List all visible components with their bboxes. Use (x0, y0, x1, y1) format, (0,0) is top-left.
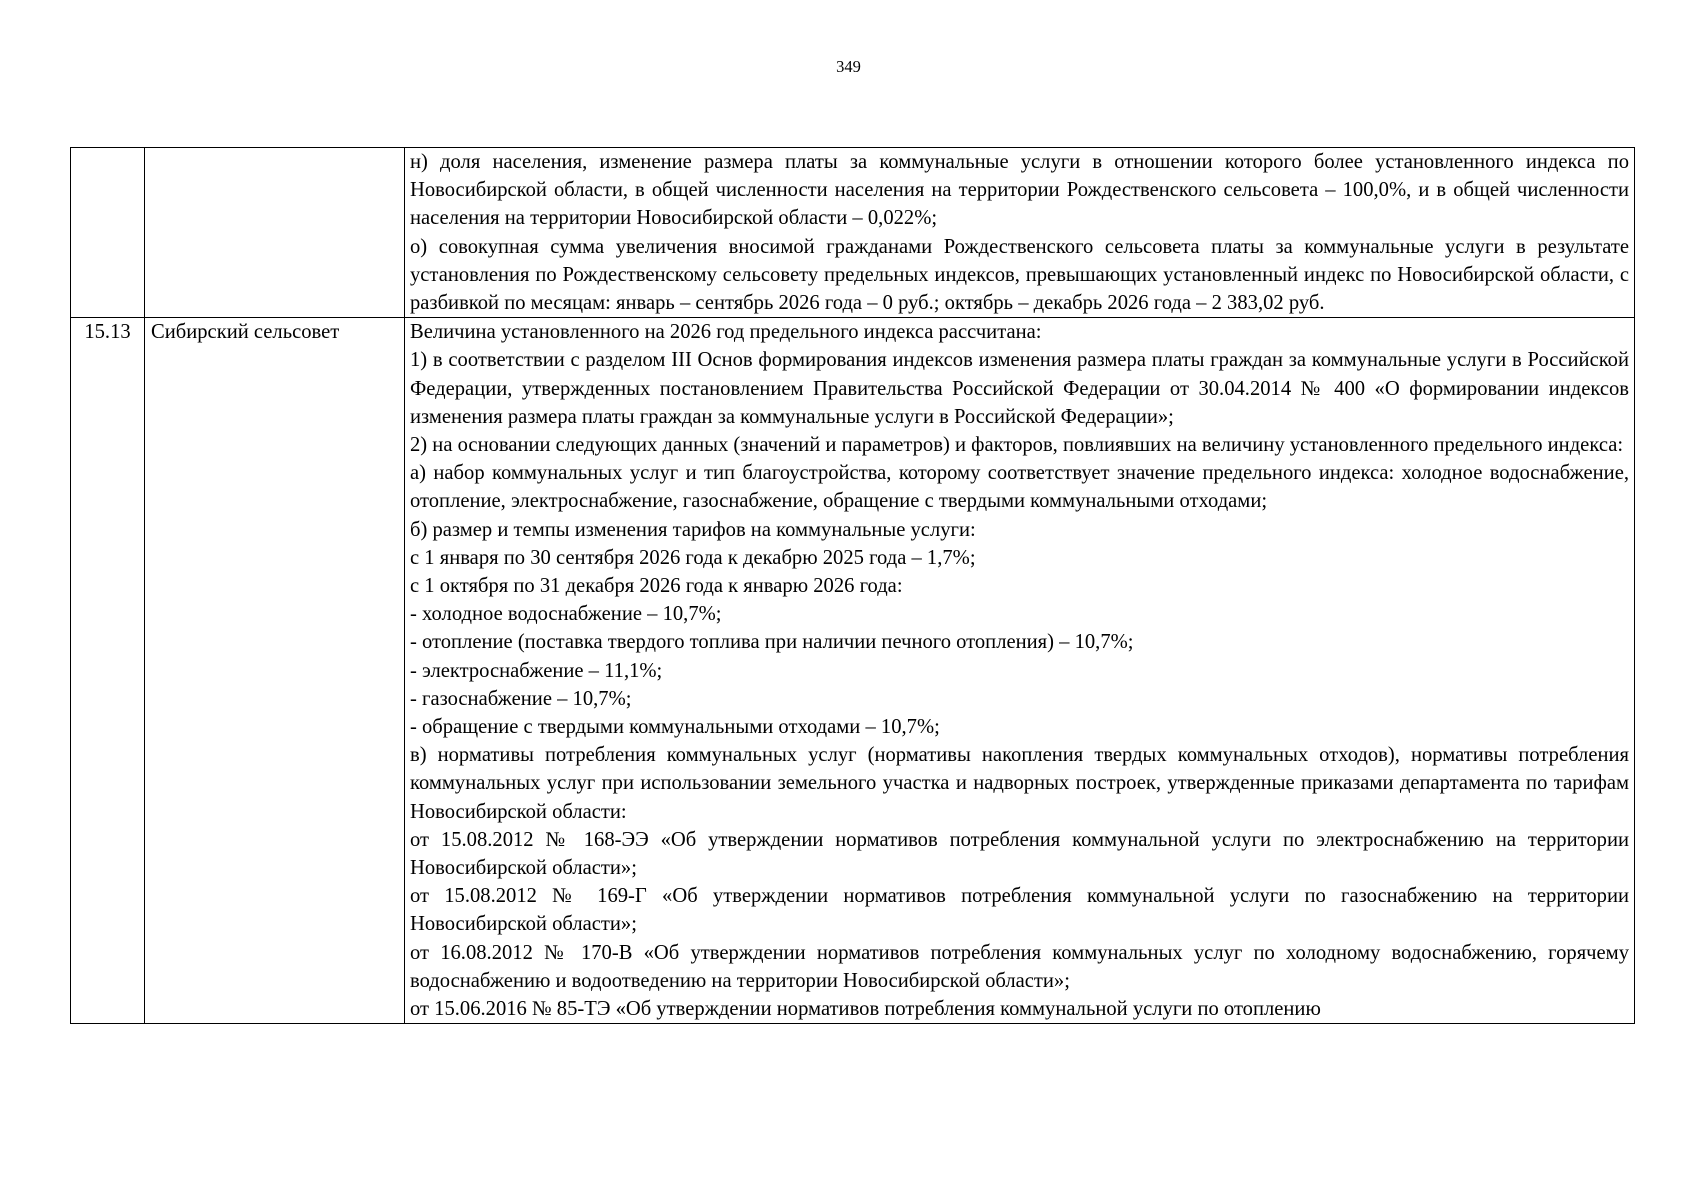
paragraph: 2) на основании следующих данных (значений и параметров) и факторов, повлиявших на величину установленного предельного индекса: (410, 434, 1624, 457)
document-table (70, 147, 1635, 1024)
row-name-cell: Сибирский сельсовет (145, 318, 405, 1024)
table-row-continued (71, 148, 1635, 318)
paragraph: - отопление (поставка твердого топлива при наличии печного отопления) – 10,7%; (410, 631, 1134, 654)
paragraph: - газоснабжение – 10,7%; (410, 687, 632, 710)
paragraph: о) совокупная сумма увеличения вносимой гражданами Рождественского сельсовета платы за коммунальные услуги в результате установления по Рождественскому сельсовету предельных индексов, превышающих установленный индекс по Новосибирской области, с разбивкой по месяцам: январь – сентябрь 2026 года – 0 руб.; октябрь – декабрь 2026 года – 2 383,02 руб. (410, 235, 1629, 315)
row-number-cell: 15.13 (71, 318, 145, 1024)
paragraph: от 16.08.2012 № 170-В «Об утверждении нормативов потребления коммунальных услуг по холодному водоснабжению, горячему водоснабжению и водоотведению на территории Новосибирской области»; (410, 941, 1629, 992)
paragraph: с 1 октября по 31 декабря 2026 года к январю 2026 года: (410, 575, 903, 598)
paragraph: - обращение с твердыми коммунальными отходами – 10,7%; (410, 716, 940, 739)
paragraph: в) нормативы потребления коммунальных услуг (нормативы накопления твердых коммунальных отходов), нормативы потребления коммунальных услуг при использовании земельного участка и надворных построек, утвержденные приказами департамента по тарифам Новосибирской области: (410, 744, 1629, 823)
paragraph: от 15.08.2012 № 168-ЭЭ «Об утверждении нормативов потребления коммунальной услуги по электроснабжению на территории Новосибирской области»; (410, 828, 1629, 880)
row-description-cell (405, 318, 1635, 1024)
paragraph: - холодное водоснабжение – 10,7%; (410, 603, 722, 626)
paragraph: от 15.08.2012 № 169-Г «Об утверждении нормативов потребления коммунальной услуги по газоснабжению на территории Новосибирской области»; (410, 885, 1629, 936)
page-number: 349 (836, 57, 861, 76)
paragraph: - электроснабжение – 11,1%; (410, 659, 663, 682)
table-row-15-13 (71, 318, 1635, 1024)
row-description-cell (405, 148, 1635, 318)
row-name-cell (145, 148, 405, 318)
paragraph: б) размер и темпы изменения тарифов на коммунальные услуги: (410, 518, 976, 541)
row-number-cell (71, 148, 145, 318)
paragraph: с 1 января по 30 сентября 2026 года к декабрю 2025 года – 1,7%; (410, 546, 976, 569)
paragraph: н) доля населения, изменение размера платы за коммунальные услуги в отношении которого более установленного индекса по Новосибирской области, в общей численности населения на территории Рождественского сельсовета – 100,0%, и в общей численности населения на территории Новосибирской области – 0,022%; (410, 151, 1629, 230)
paragraph: а) набор коммунальных услуг и тип благоустройства, которому соответствует значение предельного индекса: холодное водоснабжение, отопление, электроснабжение, газоснабжение, обращение с твердыми коммунальными отходами; (410, 462, 1629, 513)
paragraph: Величина установленного на 2026 год предельного индекса рассчитана: (410, 321, 1042, 344)
paragraph: 1) в соответствии с разделом III Основ формирования индексов изменения размера платы граждан за коммунальные услуги в Российской Федерации, утвержденных постановлением Правительства Российской Федерации от 30.04.2014 № 400 «О формировании индексов изменения размера платы граждан за коммунальные услуги в Российской Федерации»; (410, 349, 1629, 428)
paragraph: от 15.06.2016 № 85-ТЭ «Об утверждении нормативов потребления коммунальной услуги по отоплению (410, 998, 1321, 1021)
